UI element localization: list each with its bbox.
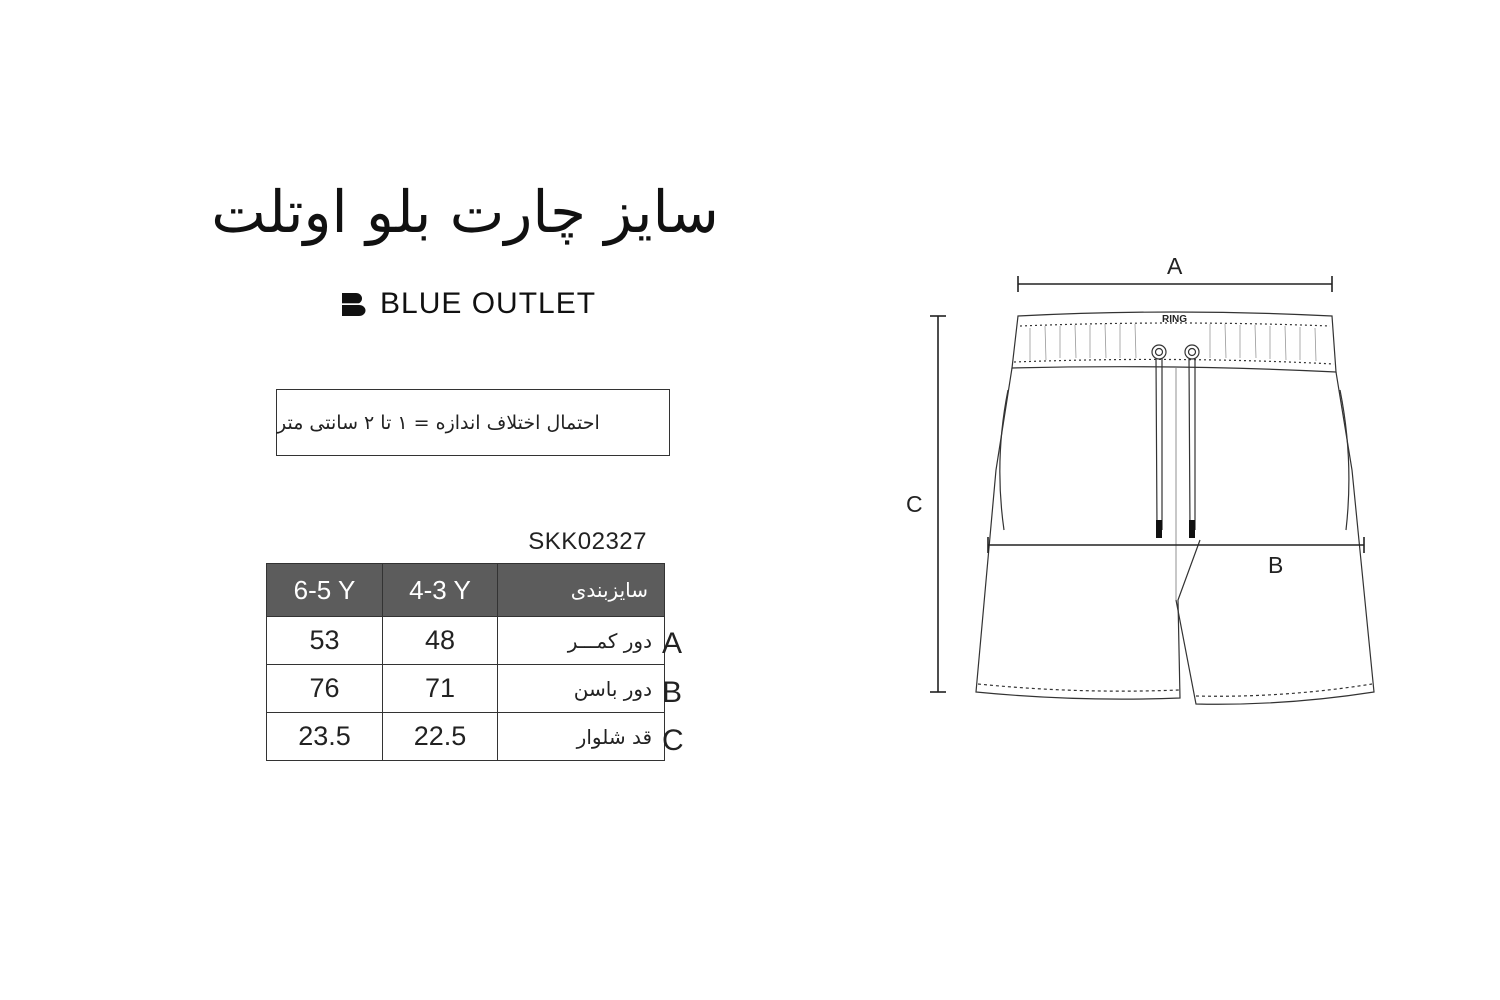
dimension-b-label: B: [1268, 552, 1284, 578]
product-sku: SKK02327: [528, 528, 647, 555]
table-row: [267, 665, 665, 713]
waistband-label: RING: [1162, 314, 1187, 325]
table-row: [267, 713, 665, 761]
dimension-c-label: C: [906, 491, 923, 517]
brand: [340, 284, 596, 324]
row-label: قد شلوار: [498, 713, 665, 761]
dimension-a-label: A: [1167, 253, 1183, 279]
shorts-outline: [976, 312, 1374, 704]
table-row: [267, 617, 665, 665]
size-header-label: سایزبندی: [498, 564, 665, 617]
table-cell: 23.5: [267, 713, 383, 761]
brand-name: BLUE OUTLET: [380, 287, 597, 320]
table-cell: 22.5: [383, 713, 498, 761]
column-header: 4-3 Y: [383, 564, 498, 617]
row-letter: A: [662, 627, 683, 660]
row-letter: B: [662, 675, 683, 709]
page-title: سایز چارت بلو اوتلت: [211, 178, 719, 246]
shorts-diagram: [900, 240, 1380, 720]
table-cell: 48: [383, 617, 498, 665]
row-letter: C: [662, 724, 684, 757]
b-logo-icon: [340, 292, 368, 316]
tolerance-note: احتمال اختلاف اندازه = ۱ تا ۲ سانتی متر: [276, 389, 670, 456]
column-header: 6-5 Y: [267, 564, 383, 617]
row-label: دور باسن: [498, 665, 665, 713]
table-header-row: [267, 564, 665, 617]
table-cell: 71: [383, 665, 498, 713]
table-cell: 53: [267, 617, 383, 665]
size-table: [266, 563, 665, 761]
row-letters: [662, 620, 692, 766]
table-cell: 76: [267, 665, 383, 713]
dimension-c: [930, 316, 946, 692]
row-label: دور کمـــر: [498, 617, 665, 665]
drawstring-tip: [1189, 520, 1195, 538]
drawstring-tip: [1156, 520, 1162, 538]
